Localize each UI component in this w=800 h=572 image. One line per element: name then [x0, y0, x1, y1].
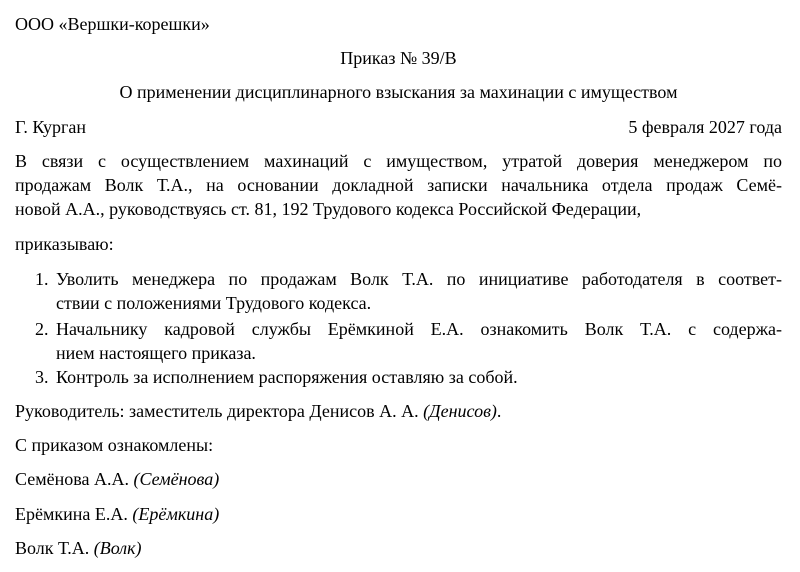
acquainted-name: Волк Т.А. — [15, 538, 90, 558]
item-text: Уволить менеджера по продажам Волк Т.А. по инициативе работодателя в соответ- — [56, 269, 782, 289]
head-period: . — [496, 401, 502, 421]
order-date: 5 февраля 2027 года — [628, 117, 782, 137]
item-number: 1. — [35, 269, 49, 289]
company-name: ООО «Вершки-корешки» — [15, 14, 210, 34]
item-text: Начальнику кадровой службы Ерёмкиной Е.А. ознакомить Волк Т.А. с содержа- — [56, 319, 782, 339]
acquainted-row — [15, 537, 782, 559]
item-number: 3. — [35, 367, 49, 387]
acquainted-row — [15, 468, 782, 490]
preamble-line: продажам Волк Т.А., на основании докладной записки начальника отдела продаж Семё- — [15, 175, 782, 195]
acquainted-row — [15, 503, 782, 525]
item-text: ствии с положениями Трудового кодекса. — [56, 293, 372, 313]
place-date-row — [15, 116, 782, 138]
acquainted-name: Семёнова А.А. — [15, 469, 129, 489]
item-text: нием настоящего приказа. — [56, 343, 256, 363]
acquainted-signature: (Волк) — [93, 538, 142, 558]
order-word: приказываю: — [15, 234, 114, 254]
acquainted-name: Ерёмкина Е.А. — [15, 504, 128, 524]
order-subject: О применении дисциплинарного взыскания за махинации с имуществом — [119, 82, 678, 102]
acquainted-signature: (Семёнова) — [133, 469, 220, 489]
acquainted-signature: (Ерёмкина) — [132, 504, 220, 524]
preamble-line: новой А.А., руководствуясь ст. 81, 192 Трудового кодекса Российской Федерации, — [15, 199, 642, 219]
order-title: Приказ № 39/В — [340, 48, 457, 68]
item-text: Контроль за исполнением распоряжения оставляю за собой. — [56, 367, 518, 387]
city: Г. Курган — [15, 117, 87, 137]
acquainted-label: С приказом ознакомлены: — [15, 435, 214, 455]
preamble-line: В связи с осуществлением махинаций с имуществом, утратой доверия менеджером по — [15, 151, 782, 171]
head-signature: (Денисов) — [423, 401, 497, 421]
head-name: Руководитель: заместитель директора Денисов А. А. — [15, 401, 419, 421]
item-number: 2. — [35, 319, 49, 339]
head-signature-row — [15, 400, 782, 422]
